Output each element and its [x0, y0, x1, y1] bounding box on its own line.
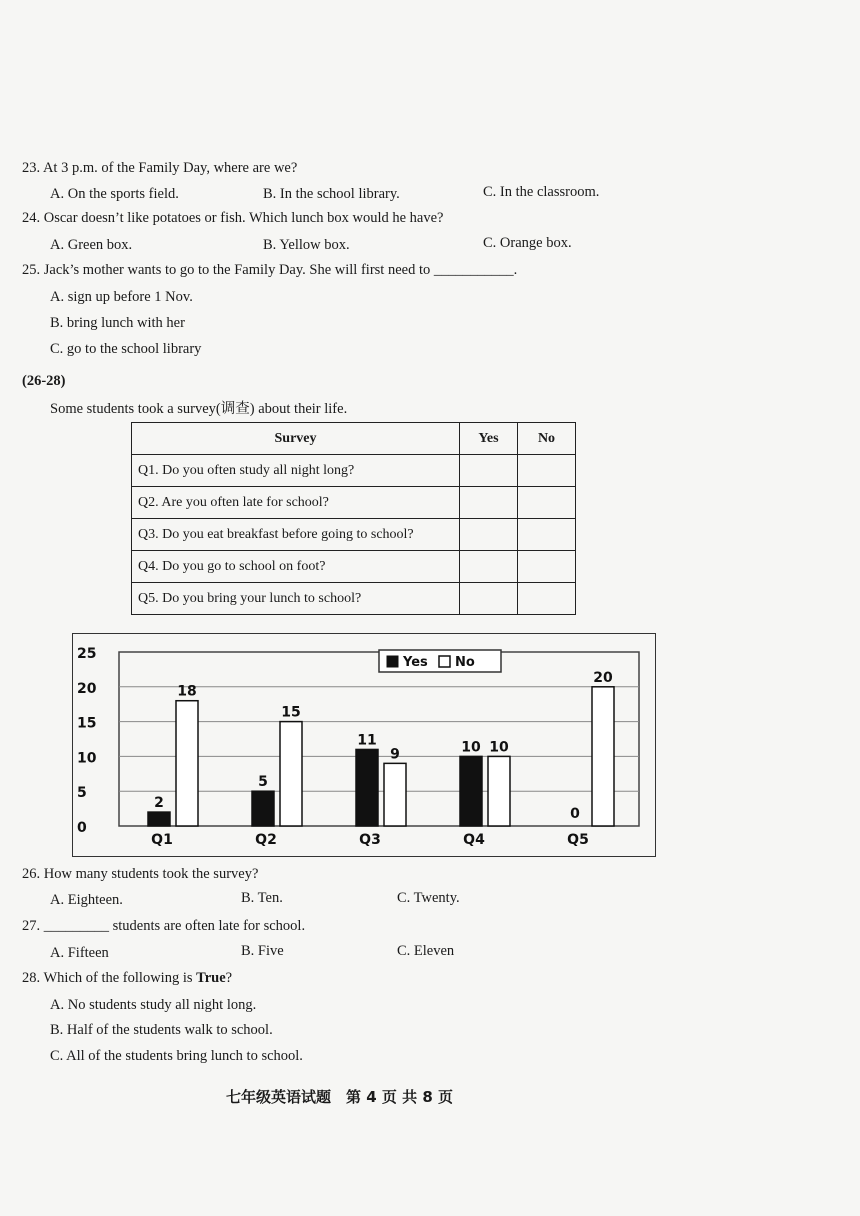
q27-option-a: A. Fifteen — [50, 945, 109, 961]
x-tick-label: Q4 — [463, 832, 485, 848]
survey-q1: Q1. Do you often study all night long? — [132, 455, 460, 487]
data-label: 20 — [593, 669, 613, 686]
bar-yes — [148, 812, 170, 826]
q27-option-b: B. Five — [241, 943, 284, 959]
table-row — [132, 583, 576, 615]
bar-yes — [252, 791, 274, 826]
q28-option-a: A. No students study all night long. — [50, 997, 257, 1013]
yes-cell — [460, 487, 518, 519]
bar-yes — [356, 749, 378, 826]
x-tick-label: Q2 — [255, 832, 277, 848]
data-label: 9 — [390, 746, 400, 763]
bar-no — [592, 687, 614, 826]
no-cell — [518, 519, 576, 551]
q26-option-a: A. Eighteen. — [50, 892, 123, 908]
no-cell — [518, 487, 576, 519]
survey-bar-chart — [73, 634, 657, 858]
y-tick-label: 5 — [77, 785, 87, 802]
q25-option-c: C. go to the school library — [50, 341, 202, 357]
q25-option-b: B. bring lunch with her — [50, 315, 185, 331]
section-range: (26-28) — [22, 373, 66, 389]
data-label: 10 — [461, 739, 481, 756]
question-25: 25. Jack’s mother wants to go to the Family Day. She will first need to ___________. — [22, 262, 518, 278]
yes-cell — [460, 583, 518, 615]
data-label: 10 — [489, 739, 509, 756]
section-intro: Some students took a survey(调查) about their life. — [50, 401, 348, 417]
q28-option-b: B. Half of the students walk to school. — [50, 1022, 273, 1038]
bar-no — [488, 756, 510, 826]
y-tick-label: 10 — [77, 750, 97, 767]
legend-swatch-yes — [387, 656, 398, 667]
survey-table — [131, 422, 576, 615]
survey-q3: Q3. Do you eat breakfast before going to school? — [132, 519, 460, 551]
question-23: 23. At 3 p.m. of the Family Day, where are we? — [22, 160, 298, 176]
q27-option-c: C. Eleven — [397, 943, 455, 959]
header-yes: Yes — [460, 423, 518, 455]
q23-option-b: B. In the school library. — [263, 186, 400, 202]
chart-frame — [72, 633, 656, 857]
data-label: 18 — [177, 683, 197, 700]
y-tick-label: 0 — [77, 820, 87, 836]
table-row — [132, 519, 576, 551]
q26-option-b: B. Ten. — [241, 890, 283, 906]
question-27: 27. _________ students are often late for school. — [22, 918, 306, 934]
q28-stem-post: ? — [225, 970, 233, 986]
data-label: 2 — [154, 795, 164, 812]
yes-cell — [460, 519, 518, 551]
yes-cell — [460, 551, 518, 583]
no-cell — [518, 583, 576, 615]
y-tick-label: 20 — [77, 680, 97, 697]
no-cell — [518, 551, 576, 583]
q28-option-c: C. All of the students bring lunch to school. — [50, 1048, 303, 1064]
legend-label-no: No — [455, 655, 475, 670]
y-tick-label: 25 — [77, 646, 97, 662]
data-label: 0 — [570, 806, 580, 822]
x-tick-label: Q1 — [151, 832, 173, 848]
data-label: 15 — [281, 704, 301, 721]
survey-q4: Q4. Do you go to school on foot? — [132, 551, 460, 583]
table-row — [132, 551, 576, 583]
q28-stem-bold: True — [196, 970, 226, 986]
table-row — [132, 487, 576, 519]
legend-label-yes: Yes — [403, 655, 428, 670]
table-header-row — [132, 423, 576, 455]
yes-cell — [460, 455, 518, 487]
data-label: 5 — [258, 774, 268, 791]
question-26: 26. How many students took the survey? — [22, 866, 259, 882]
page-footer: 七年级英语试题 第 4 页 共 8 页 — [226, 1088, 453, 1106]
x-tick-label: Q5 — [567, 832, 589, 848]
q28-stem-pre: 28. Which of the following is — [22, 970, 197, 986]
q24-option-c: C. Orange box. — [483, 235, 572, 251]
bar-no — [384, 763, 406, 826]
q26-option-c: C. Twenty. — [397, 890, 460, 906]
survey-q2: Q2. Are you often late for school? — [132, 487, 460, 519]
x-tick-label: Q3 — [359, 832, 381, 848]
q25-option-a: A. sign up before 1 Nov. — [50, 289, 193, 305]
survey-q5: Q5. Do you bring your lunch to school? — [132, 583, 460, 615]
no-cell — [518, 455, 576, 487]
q23-option-c: C. In the classroom. — [483, 184, 600, 200]
bar-no — [176, 701, 198, 826]
data-label: 11 — [357, 732, 377, 749]
y-tick-label: 15 — [77, 715, 97, 732]
table-row — [132, 455, 576, 487]
q23-option-a: A. On the sports field. — [50, 186, 179, 202]
bar-no — [280, 722, 302, 826]
bar-yes — [460, 756, 482, 826]
q24-option-b: B. Yellow box. — [263, 237, 350, 253]
q24-option-a: A. Green box. — [50, 237, 133, 253]
header-no: No — [518, 423, 576, 455]
question-28 — [22, 970, 232, 987]
legend-swatch-no — [439, 656, 450, 667]
header-survey: Survey — [132, 423, 460, 455]
question-24: 24. Oscar doesn’t like potatoes or fish. Which lunch box would he have? — [22, 210, 444, 226]
